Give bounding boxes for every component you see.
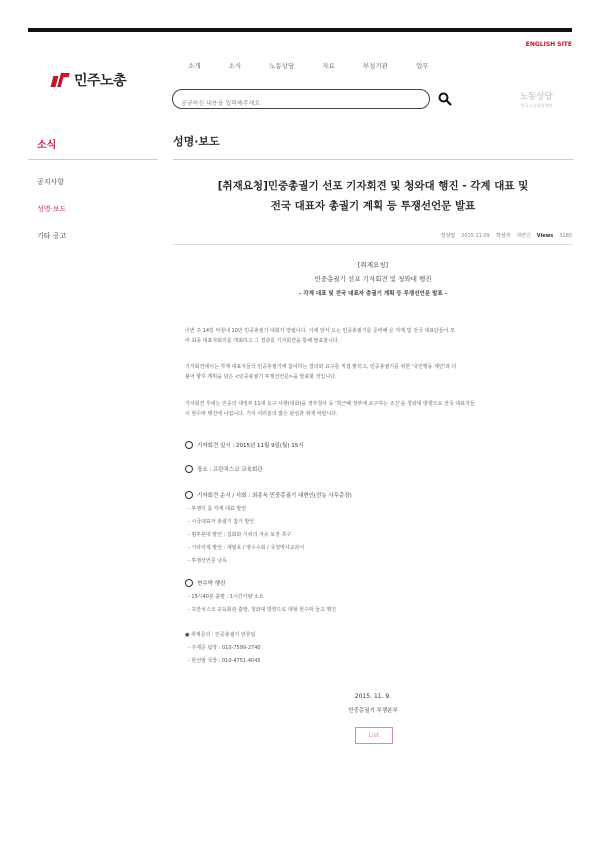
english-site-link[interactable]: ENGLISH SITE: [525, 41, 572, 48]
logo[interactable]: [52, 70, 126, 90]
sidebar-item-statements[interactable]: 성명·보도: [37, 205, 67, 213]
nav-item-work[interactable]: 업무: [415, 62, 429, 70]
body-paragraph-2: [185, 362, 565, 382]
labor-consult-label: 노동상담: [520, 92, 553, 102]
contact-item: - 주제준 팀장 : 010-7599-2740: [188, 645, 261, 651]
program-sub-item: - 시국대표자 총궐기 참가 발언: [188, 519, 255, 525]
author-label: 작성자: [495, 233, 511, 239]
nav-item-resources[interactable]: 자료: [322, 62, 335, 70]
search-box: [172, 89, 430, 109]
date-label: 작성일: [440, 233, 456, 239]
contact-item: - 한선범 국장 : 010-4751-4045: [188, 658, 261, 664]
program-sub-item: - 기타의제 발언 : 세월호 / 영수수회 / 국정역사교과서: [188, 545, 305, 551]
body-heading-3: - 각계 대표 및 전국 대표자 총궐기 계획 등 투쟁선언문 발표 -: [299, 291, 447, 297]
sidebar-item-notice[interactable]: 공지사항: [37, 178, 65, 186]
nav-item-affiliates[interactable]: 부설기관: [362, 62, 388, 70]
contact-title: ● 취재문의 : 민중총궐기 언론팀: [185, 632, 256, 638]
sidebar-title: 소식: [37, 140, 57, 151]
item-text: 기자회견 순서 / 사회 : 최종욱 민중총궐기 대변인(전농 사무총장): [197, 493, 352, 499]
post-title: [173, 176, 573, 216]
post-author: 대변인: [516, 233, 531, 239]
search-input[interactable]: [181, 100, 411, 107]
release-org: 민중총궐기 투쟁본부: [348, 708, 398, 714]
item-text: 현수막 행진: [197, 581, 226, 587]
paragraph-line: 불어 향후 계획을 담은 <민중총궐기 투쟁선언문>을 발표할 것입니다.: [185, 374, 337, 380]
labor-consult-link[interactable]: [520, 90, 553, 109]
post-date: 2015.11.09: [461, 233, 490, 239]
body-paragraph-3: [185, 399, 565, 419]
circle-bullet-icon: [185, 491, 193, 499]
program-sub-item: - 범투본대 발언 : 집회와 시위의 자유 보장 촉구: [188, 532, 292, 538]
sidebar-item-other-notices[interactable]: 기타 공고: [37, 232, 67, 240]
post-title-line2: 전국 대표자 총궐기 계획 등 투쟁선언문 발표: [270, 200, 476, 212]
body-paragraph-1: [185, 326, 565, 346]
body-heading-1: [취재요청]: [357, 261, 389, 269]
meta-divider: [173, 244, 573, 245]
circle-bullet-icon: [185, 441, 193, 449]
march-sub-item: - 15시40분 출발 : 1시간가량 소요: [188, 594, 264, 600]
main-nav: [188, 61, 457, 70]
kctu-logo-icon: [52, 73, 70, 87]
logo-text: 민주노총: [74, 73, 127, 89]
post-title-line1: [취재요청]민중총궐기 선포 기자회견 및 청와대 행진 - 각계 대표 및: [217, 180, 529, 192]
circle-bullet-icon: [185, 579, 193, 587]
program-sub-item: - 투쟁선언문 낭독: [188, 558, 227, 564]
nav-item-labor-consult[interactable]: 노동상담: [269, 62, 295, 70]
top-bar: [28, 28, 572, 32]
search-icon[interactable]: [438, 92, 452, 106]
title-divider: [173, 159, 573, 160]
paragraph-line: 기자회견에서는 각계 대표자들의 민중총궐기에 참여하는 결의와 요구를 직접 밝히고, 민중총궐기를 위한 '국민행동 제안'과 더: [185, 364, 457, 370]
sidebar-divider: [28, 159, 158, 160]
item-march: [185, 579, 225, 587]
paragraph-line: 이번 주 14일 마침내 10만 민중총궐기 대회가 열립니다. 이에 앞서 오는 민중총궐기를 준비해 온 각계 및 전국 대표단들이 모: [185, 328, 455, 334]
release-date: 2015. 11. 9.: [354, 693, 392, 700]
item-press-time: [185, 441, 304, 449]
view-count: 3180: [559, 233, 572, 239]
item-location: [185, 465, 263, 473]
body-heading-2: 민중총궐기 선포 기자회견 및 청와대 행진: [314, 275, 432, 283]
nav-item-news[interactable]: 소식: [228, 62, 242, 70]
paragraph-line: 여 최종 대표자회의를 개최하고 그 결과를 기자회견을 통해 발표합니다.: [185, 338, 340, 344]
list-button[interactable]: List: [355, 727, 393, 744]
page-title: 성명·보도: [173, 135, 220, 148]
item-text: 장소 : 프란치스코 교육회관: [197, 467, 263, 473]
views-label: Views: [536, 233, 554, 239]
post-meta: [441, 232, 572, 239]
item-program: [185, 491, 352, 499]
program-sub-item: - 투쟁의 몸 각계 대표 발언: [188, 506, 247, 512]
circle-bullet-icon: [185, 465, 193, 473]
item-text: 기자회견 일시 : 2015년 11월 9일(월) 15시: [197, 443, 304, 449]
labor-consult-sub: 전국 노동상담센터: [520, 103, 553, 108]
paragraph-line: 이 현수막 행진에 나섭니다. 기자 여러분의 많은 관심과 취재 바랍니다.: [185, 411, 338, 417]
paragraph-line: 기자회견 후에는 민중의 대정부 11대 요구 사항(대화)을 정부청사 등 '박근혜 정부에 요구하는 조건'을 청와대 방향으로 전국 대표자들: [185, 401, 475, 407]
march-sub-item: - 프란치스코 교육회관 출발, 청와대 방향으로 대형 현수막 들고 행진: [188, 607, 337, 613]
nav-item-about[interactable]: 소개: [188, 62, 201, 70]
